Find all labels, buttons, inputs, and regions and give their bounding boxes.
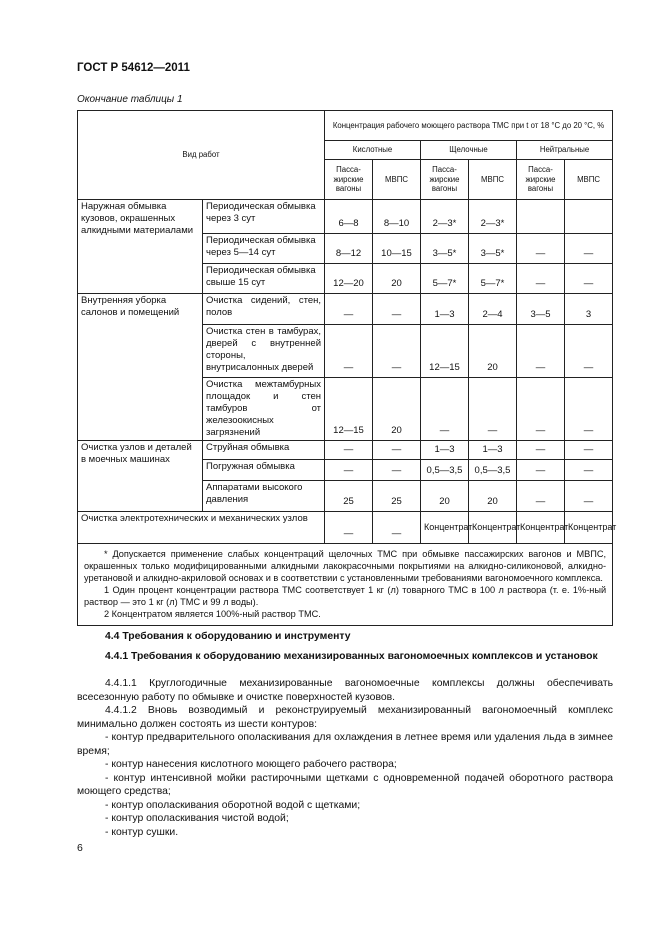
header-work-type: Вид работ	[78, 111, 325, 200]
value-cell: —	[565, 460, 613, 481]
list-item: - контур ополаскивания чистой водой;	[105, 813, 289, 824]
operation-cell: Аппаратами высокого давления	[203, 481, 325, 512]
value-cell: 25	[325, 481, 373, 512]
note-asterisk: * Допускается применение слабых концентраций щелочных ТМС при обмывке пассажирских вагонов и МВПС, окрашенных только модифицированными алкидными лакокрасочными покрытиями на алкидно-силиконовой, алкидно-уретановой и алкидно-акриловой основах и в соответствии с установленными требованиями вагономоечного комплекса.	[84, 549, 607, 583]
value-cell: —	[565, 264, 613, 294]
value-cell: 3	[565, 294, 613, 325]
list-item: - контур сушки.	[105, 826, 179, 838]
value-cell: —	[517, 234, 565, 264]
value-cell: —	[325, 460, 373, 481]
header-group-acid: Кислотные	[325, 141, 421, 160]
table-row	[78, 294, 613, 325]
value-cell: 1—3	[421, 294, 469, 325]
value-cell: —	[565, 378, 613, 441]
value-cell: —	[421, 378, 469, 441]
work-type-cell: Внутренняя уборка салонов и помещений	[78, 294, 203, 441]
value-cell: 3—5*	[469, 234, 517, 264]
operation-cell: Очистка стен в тамбурах, дверей с внутренней стороны, внутрисалонных дверей	[203, 325, 325, 378]
value-cell: 2—3*	[469, 200, 517, 234]
value-cell: Концентрат	[517, 512, 565, 544]
value-cell: 12—20	[325, 264, 373, 294]
value-cell	[565, 200, 613, 234]
value-cell: —	[325, 294, 373, 325]
work-type-cell: Наружная обмывка кузовов, окрашенных алкидными материалами	[78, 200, 203, 294]
concentration-table	[77, 110, 617, 626]
value-cell: —	[565, 441, 613, 460]
value-cell: —	[517, 264, 565, 294]
value-cell: 20	[469, 481, 517, 512]
header-subcol: МВПС	[373, 160, 421, 200]
value-cell: 25	[373, 481, 421, 512]
section-heading-4-4: 4.4 Требования к оборудованию и инструменту	[105, 631, 351, 642]
value-cell: —	[565, 481, 613, 512]
header-concentration: Концентрация рабочего моющего раствора ТМС при t от 18 °С до 20 °С, %	[325, 111, 613, 141]
operation-cell: Очистка сидений, стен, полов	[203, 294, 325, 325]
header-group-alkaline: Щелочные	[421, 141, 517, 160]
value-cell: 10—15	[373, 234, 421, 264]
table-notes	[78, 544, 613, 626]
value-cell: 5—7*	[469, 264, 517, 294]
value-cell: 2—4	[469, 294, 517, 325]
value-cell: 3—5*	[421, 234, 469, 264]
value-cell: Концентрат	[469, 512, 517, 544]
header-subcol: МВПС	[469, 160, 517, 200]
notes-row	[78, 544, 613, 626]
header-subcol: Пасса-жирские вагоны	[325, 160, 373, 200]
value-cell	[517, 200, 565, 234]
paragraph-4-4-1-1: 4.4.1.1 Круглогодичные механизированные вагономоечные комплексы должны обеспечивать всесезонную работу по обмывке и очистке поверхностей кузовов.	[77, 678, 613, 703]
value-cell: —	[325, 512, 373, 544]
value-cell: —	[373, 294, 421, 325]
value-cell: —	[517, 441, 565, 460]
note-1: 1 Один процент концентрации раствора ТМС соответствует 1 кг (л) товарного ТМС в 100 л раствора (т. е. 1%-ный раствор — это 1 кг (л) ТМС и 99 л воды).	[84, 585, 607, 607]
header-group-neutral: Нейтральные	[517, 141, 613, 160]
value-cell: 20	[373, 378, 421, 441]
value-cell: —	[517, 325, 565, 378]
work-type-cell: Очистка узлов и деталей в моечных машинах	[78, 441, 203, 512]
header-subcol: Пасса-жирские вагоны	[517, 160, 565, 200]
value-cell: 5—7*	[421, 264, 469, 294]
value-cell: 1—3	[421, 441, 469, 460]
value-cell: 12—15	[421, 325, 469, 378]
operation-cell: Очистка межтамбурных площадок и стен тамбуров от железоокисных загрязнений	[203, 378, 325, 441]
value-cell: —	[325, 325, 373, 378]
value-cell: —	[325, 441, 373, 460]
operation-cell: Периодическая обмывка через 3 сут	[203, 200, 325, 234]
value-cell: 20	[373, 264, 421, 294]
list-item: - контур ополаскивания оборотной водой с щетками;	[105, 799, 361, 811]
value-cell: —	[373, 441, 421, 460]
value-cell: —	[373, 512, 421, 544]
value-cell: —	[517, 481, 565, 512]
value-cell: Концентрат	[565, 512, 613, 544]
value-cell: 20	[469, 325, 517, 378]
value-cell: —	[373, 460, 421, 481]
table-caption: Окончание таблицы 1	[77, 94, 183, 105]
operation-cell: Периодическая обмывка через 5—14 сут	[203, 234, 325, 264]
header-subcol: Пасса-жирские вагоны	[421, 160, 469, 200]
list-item: - контур предварительного ополаскивания для охлаждения в летнее время или удаления льда в зимнее время;	[77, 732, 613, 757]
page-number: 6	[77, 842, 83, 854]
table-row	[78, 512, 613, 544]
section-heading-4-4-1: 4.4.1 Требования к оборудованию механизированных вагономоечных комплексов и установок	[105, 651, 598, 662]
value-cell: —	[565, 234, 613, 264]
contour-list	[77, 731, 613, 839]
value-cell: 8—10	[373, 200, 421, 234]
note-2: 2 Концентратом является 100%-ный раствор ТМС.	[104, 609, 321, 619]
list-item: - контур интенсивной мойки растирочными щетками с одновременной подачей оборотного раствора моющего средства;	[77, 772, 613, 797]
value-cell: 12—15	[325, 378, 373, 441]
work-type-cell: Очистка электротехнических и механических узлов	[78, 512, 325, 544]
value-cell: 0,5—3,5	[469, 460, 517, 481]
table-row	[78, 441, 613, 460]
value-cell: 0,5—3,5	[421, 460, 469, 481]
operation-cell: Периодическая обмывка свыше 15 сут	[203, 264, 325, 294]
operation-cell: Погружная обмывка	[203, 460, 325, 481]
value-cell: 3—5	[517, 294, 565, 325]
paragraph-4-4-1-2: 4.4.1.2 Вновь возводимый и реконструируемый механизированный вагономоечный комплекс минимально должен состоять из шести контуров:	[77, 705, 613, 730]
table-row	[78, 200, 613, 234]
value-cell: —	[517, 378, 565, 441]
value-cell: —	[517, 460, 565, 481]
value-cell: Концентрат	[421, 512, 469, 544]
value-cell: 20	[421, 481, 469, 512]
value-cell: 8—12	[325, 234, 373, 264]
value-cell: —	[373, 325, 421, 378]
value-cell: 1—3	[469, 441, 517, 460]
value-cell: 2—3*	[421, 200, 469, 234]
value-cell: 6—8	[325, 200, 373, 234]
header-subcol: МВПС	[565, 160, 613, 200]
list-item: - контур нанесения кислотного моющего рабочего раствора;	[105, 759, 397, 770]
doc-code: ГОСТ Р 54612—2011	[77, 62, 190, 74]
operation-cell: Струйная обмывка	[203, 441, 325, 460]
value-cell: —	[469, 378, 517, 441]
value-cell: —	[565, 325, 613, 378]
